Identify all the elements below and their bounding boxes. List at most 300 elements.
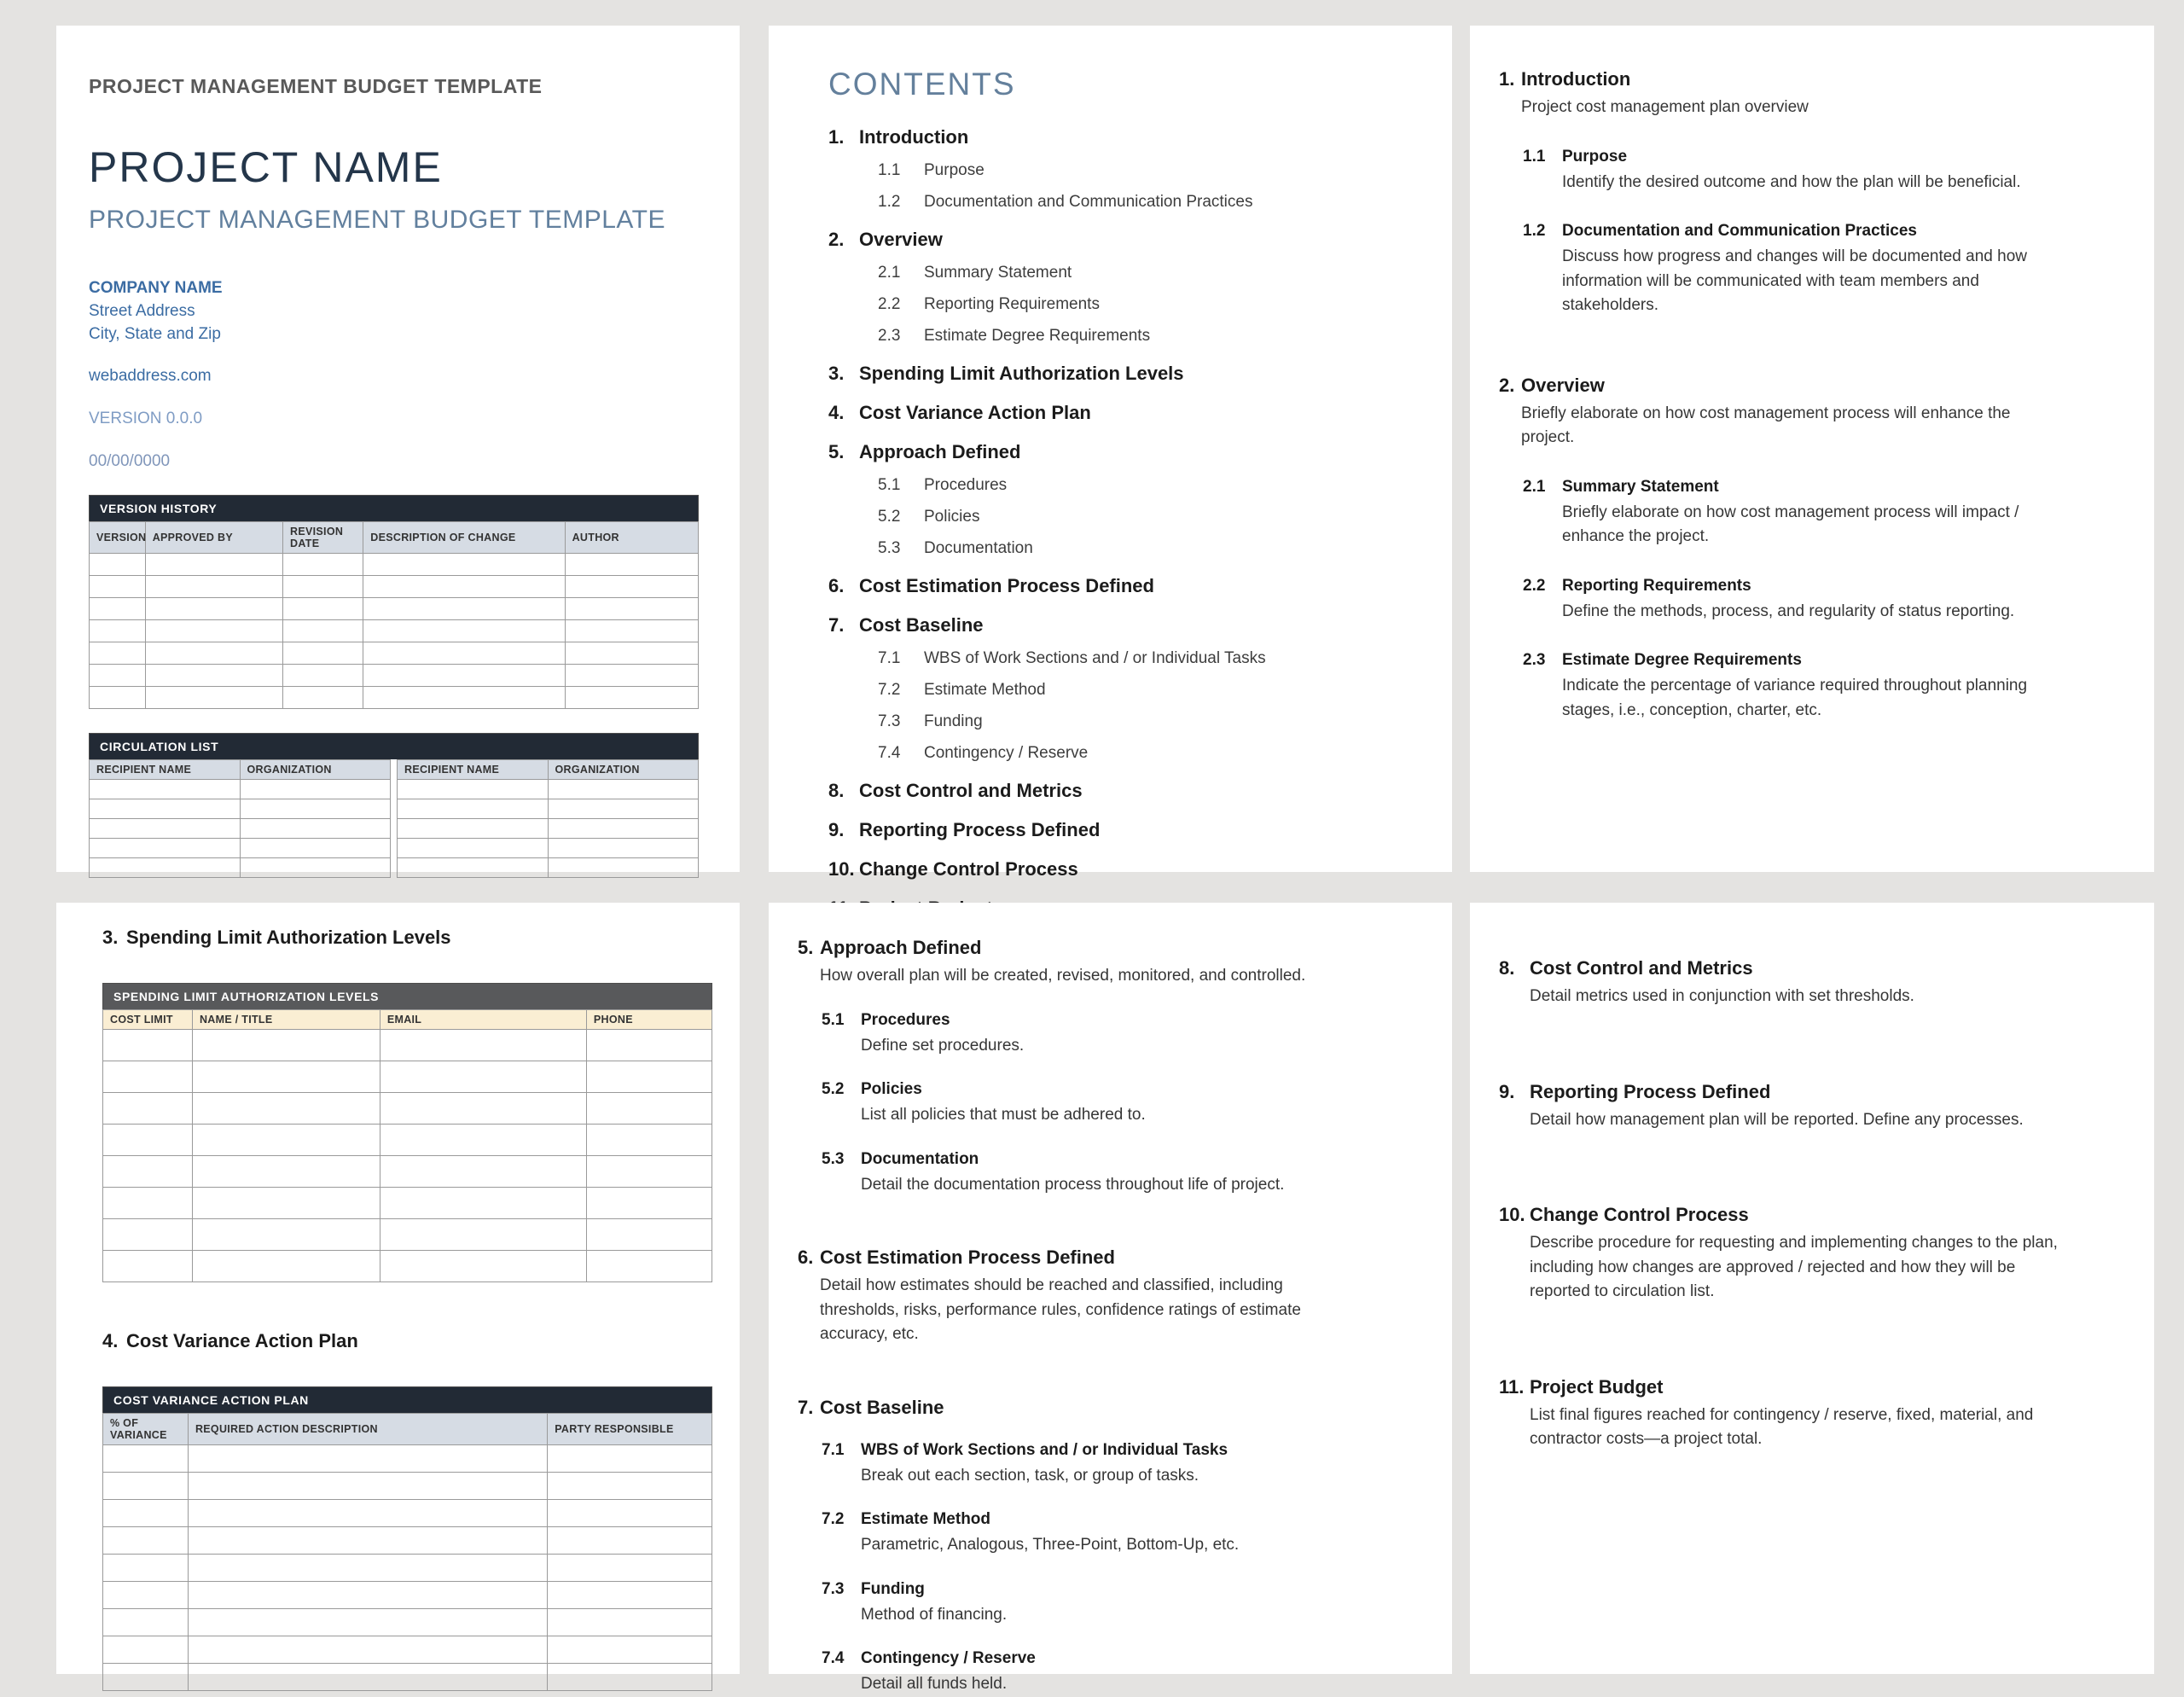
toc-item-number: 9. bbox=[828, 819, 845, 840]
toc-subitem-number: 5.1 bbox=[878, 476, 901, 494]
table-row bbox=[90, 818, 391, 838]
table-cell[interactable] bbox=[90, 619, 146, 642]
table-cell[interactable] bbox=[145, 686, 282, 708]
section-description: Project cost management plan overview bbox=[1521, 98, 1809, 116]
table-cell[interactable] bbox=[548, 1555, 712, 1582]
section-heading bbox=[1499, 1376, 2106, 1398]
subsection-2-2 bbox=[1523, 577, 2106, 625]
table-cell[interactable] bbox=[145, 642, 282, 664]
subsection-number: 1.2 bbox=[1523, 222, 1546, 240]
table-cell[interactable] bbox=[565, 619, 698, 642]
toc-subitem bbox=[878, 161, 1411, 180]
table-header-row bbox=[103, 1010, 712, 1030]
toc-subitem-number: 5.3 bbox=[878, 539, 901, 557]
column-header: % OF VARIANCE bbox=[103, 1414, 189, 1445]
table-cell[interactable] bbox=[103, 1636, 189, 1664]
column-header: AUTHOR bbox=[565, 521, 698, 553]
table-row bbox=[398, 799, 699, 818]
column-header: NAME / TITLE bbox=[192, 1010, 380, 1030]
toc-item-number: 2. bbox=[828, 229, 845, 250]
subsection-number: 2.2 bbox=[1523, 576, 1546, 595]
subsection-5-2 bbox=[822, 1080, 1404, 1128]
table-cell[interactable] bbox=[565, 686, 698, 708]
subsection-body bbox=[861, 1011, 1404, 1059]
subsection-description: Identify the desired outcome and how the plan will be beneficial. bbox=[1562, 172, 2021, 191]
subsection-2-3 bbox=[1523, 651, 2106, 723]
table-cell[interactable] bbox=[548, 818, 699, 838]
contents-page bbox=[769, 26, 1452, 880]
table-cell[interactable] bbox=[103, 1030, 193, 1061]
section-6 bbox=[798, 1247, 1404, 1347]
subsection-title: Funding bbox=[861, 1579, 925, 1598]
toc-subitem-label: Procedures bbox=[924, 476, 1008, 494]
toc-item bbox=[828, 441, 1411, 463]
table-cell[interactable] bbox=[192, 1156, 380, 1188]
subsection-body bbox=[1562, 478, 2106, 549]
section-1 bbox=[1499, 68, 2106, 318]
section-heading bbox=[798, 937, 1404, 959]
table-header-row bbox=[398, 759, 699, 779]
section-8 bbox=[1499, 957, 2106, 1009]
section-heading bbox=[1499, 68, 2106, 90]
toc-item bbox=[828, 858, 1411, 880]
table-cell[interactable] bbox=[548, 1609, 712, 1636]
table-cell[interactable] bbox=[103, 1527, 189, 1555]
table-cell[interactable] bbox=[363, 575, 565, 597]
table-cell[interactable] bbox=[363, 686, 565, 708]
toc-item-label: Introduction bbox=[859, 126, 969, 148]
table-row bbox=[90, 686, 699, 708]
table-row bbox=[103, 1500, 712, 1527]
table-row bbox=[103, 1582, 712, 1609]
subsection-2-1 bbox=[1523, 478, 2106, 549]
table-cell[interactable] bbox=[380, 1219, 586, 1251]
section-11 bbox=[1499, 1376, 2106, 1452]
section-5 bbox=[798, 937, 1404, 1197]
subsection-body bbox=[861, 1150, 1404, 1198]
toc-item-label: Cost Estimation Process Defined bbox=[859, 575, 1154, 596]
section-description: How overall plan will be created, revised, monitored, and controlled. bbox=[820, 967, 1306, 985]
toc-subitem-label: Reporting Requirements bbox=[924, 295, 1100, 313]
column-header: DESCRIPTION OF CHANGE bbox=[363, 521, 565, 553]
subsection-number: 2.1 bbox=[1523, 477, 1546, 496]
toc-item-label: Cost Control and Metrics bbox=[859, 780, 1083, 801]
street-address: Street Address bbox=[89, 301, 195, 320]
toc-subitem-label: Documentation bbox=[924, 539, 1033, 557]
table-cell[interactable] bbox=[90, 799, 241, 818]
subsection-title: Reporting Requirements bbox=[1562, 576, 1751, 595]
table-cell[interactable] bbox=[103, 1582, 189, 1609]
subsection-description: Detail the documentation process throughout life of project. bbox=[861, 1175, 1285, 1194]
toc-subitem-label: Documentation and Communication Practices bbox=[924, 193, 1253, 211]
subsection-title: Estimate Method bbox=[861, 1510, 991, 1528]
table-cell[interactable] bbox=[283, 575, 363, 597]
table-cell[interactable] bbox=[565, 642, 698, 664]
city-state-zip: City, State and Zip bbox=[89, 324, 221, 343]
subsection-number: 1.1 bbox=[1523, 147, 1546, 166]
subsection-title: Documentation and Communication Practices bbox=[1562, 222, 1917, 240]
table-row bbox=[103, 1609, 712, 1636]
subsection-body bbox=[1562, 222, 2106, 318]
table-cell[interactable] bbox=[363, 642, 565, 664]
toc-subitem bbox=[878, 539, 1411, 558]
table-cell[interactable] bbox=[103, 1473, 189, 1500]
toc-subitem bbox=[878, 264, 1411, 282]
table-cell[interactable] bbox=[380, 1188, 586, 1219]
toc-subitem bbox=[878, 712, 1411, 731]
table-cell[interactable] bbox=[145, 664, 282, 686]
table-cell[interactable] bbox=[90, 642, 146, 664]
table-cell[interactable] bbox=[90, 857, 241, 877]
table-cell[interactable] bbox=[145, 597, 282, 619]
table-cell[interactable] bbox=[548, 1664, 712, 1691]
table-cell[interactable] bbox=[192, 1219, 380, 1251]
table-cell[interactable] bbox=[240, 857, 391, 877]
table-cell[interactable] bbox=[380, 1061, 586, 1093]
circulation-list-table bbox=[89, 733, 699, 878]
table-cell[interactable] bbox=[90, 838, 241, 857]
table-cell[interactable] bbox=[283, 619, 363, 642]
table-cell[interactable] bbox=[188, 1527, 547, 1555]
table-cell[interactable] bbox=[103, 1125, 193, 1156]
toc-item-number: 8. bbox=[828, 780, 845, 801]
cost-variance-table bbox=[102, 1386, 712, 1691]
table-cell[interactable] bbox=[192, 1125, 380, 1156]
subsection-description: Detail all funds held. bbox=[861, 1675, 1008, 1693]
table-cell[interactable] bbox=[103, 1500, 189, 1527]
table-cell[interactable] bbox=[586, 1030, 712, 1061]
section-title: Reporting Process Defined bbox=[1530, 1080, 1771, 1102]
section-description: Detail how estimates should be reached and classified, including thresholds, risks, performance rules, confidence ratings of estimate accuracy, etc. bbox=[820, 1276, 1301, 1343]
section-2 bbox=[1499, 375, 2106, 724]
subsection-body bbox=[1562, 148, 2106, 195]
toc-subitem-label: Summary Statement bbox=[924, 264, 1072, 282]
table-cell[interactable] bbox=[548, 1582, 712, 1609]
table-cell[interactable] bbox=[565, 597, 698, 619]
table-cell[interactable] bbox=[380, 1125, 586, 1156]
table-cell[interactable] bbox=[103, 1219, 193, 1251]
subsection-title: WBS of Work Sections and / or Individual Tasks bbox=[861, 1440, 1228, 1459]
subsection-7-3 bbox=[822, 1580, 1404, 1628]
table-cell[interactable] bbox=[283, 642, 363, 664]
table-cell[interactable] bbox=[565, 553, 698, 575]
sections-3-4-page bbox=[56, 903, 740, 1674]
table-cell[interactable] bbox=[145, 619, 282, 642]
table-cell[interactable] bbox=[103, 1061, 193, 1093]
toc-subitem-number: 7.4 bbox=[878, 744, 901, 762]
table-cell[interactable] bbox=[103, 1093, 193, 1125]
toc-subitem bbox=[878, 193, 1411, 212]
toc-subitem-number: 1.1 bbox=[878, 161, 901, 179]
subsection-7-4 bbox=[822, 1649, 1404, 1697]
table-cell[interactable] bbox=[363, 597, 565, 619]
toc-item-number: 10. bbox=[828, 858, 855, 880]
subsection-body bbox=[861, 1441, 1404, 1489]
table-cell[interactable] bbox=[103, 1188, 193, 1219]
toc-item-label: Approach Defined bbox=[859, 441, 1021, 462]
toc-item-number: 3. bbox=[828, 363, 845, 384]
table-row bbox=[103, 1445, 712, 1473]
table-cell[interactable] bbox=[103, 1156, 193, 1188]
column-header: REQUIRED ACTION DESCRIPTION bbox=[188, 1414, 547, 1445]
subsection-title: Procedures bbox=[861, 1010, 950, 1029]
table-cell[interactable] bbox=[398, 818, 549, 838]
document-kicker: PROJECT MANAGEMENT BUDGET TEMPLATE bbox=[89, 75, 543, 97]
toc-subitem-number: 2.3 bbox=[878, 327, 901, 345]
subsection-number: 7.4 bbox=[822, 1649, 845, 1667]
table-cell[interactable] bbox=[548, 1473, 712, 1500]
table-cell[interactable] bbox=[90, 686, 146, 708]
toc-item-number: 5. bbox=[828, 441, 845, 462]
toc-item bbox=[828, 780, 1411, 802]
section-heading bbox=[798, 1247, 1404, 1269]
toc-item bbox=[828, 363, 1411, 385]
table-row bbox=[103, 1156, 712, 1188]
toc-item bbox=[828, 126, 1411, 148]
company-block bbox=[89, 277, 699, 346]
table-row bbox=[90, 553, 699, 575]
toc-subitem-label: Estimate Degree Requirements bbox=[924, 327, 1151, 345]
section-number: 4. bbox=[102, 1330, 119, 1351]
section-4-heading bbox=[102, 1330, 712, 1352]
table-cell[interactable] bbox=[380, 1093, 586, 1125]
table-cell[interactable] bbox=[240, 838, 391, 857]
table-cell[interactable] bbox=[283, 686, 363, 708]
section-number: 6. bbox=[798, 1247, 814, 1268]
section-heading bbox=[1499, 957, 2106, 979]
table-cell[interactable] bbox=[188, 1445, 547, 1473]
section-number: 5. bbox=[798, 937, 814, 958]
table-cell[interactable] bbox=[240, 779, 391, 799]
column-header: RECIPIENT NAME bbox=[398, 759, 549, 779]
version-history-table bbox=[89, 495, 699, 709]
table-cell[interactable] bbox=[103, 1609, 189, 1636]
table-cell[interactable] bbox=[240, 799, 391, 818]
toc-subitem bbox=[878, 295, 1411, 314]
section-number: 8. bbox=[1499, 957, 1515, 979]
table-cell[interactable] bbox=[188, 1500, 547, 1527]
subsection-body bbox=[1562, 577, 2106, 625]
table-row bbox=[103, 1251, 712, 1282]
table-cell[interactable] bbox=[90, 553, 146, 575]
table-cell[interactable] bbox=[363, 619, 565, 642]
table-cell[interactable] bbox=[188, 1636, 547, 1664]
table-cell[interactable] bbox=[586, 1093, 712, 1125]
toc-subitem-number: 2.1 bbox=[878, 264, 901, 282]
toc-subitem-label: Policies bbox=[924, 508, 980, 526]
table-cell[interactable] bbox=[398, 857, 549, 877]
table-cell[interactable] bbox=[90, 779, 241, 799]
table-cell[interactable] bbox=[548, 1527, 712, 1555]
table-row bbox=[90, 799, 391, 818]
subsection-body bbox=[1562, 651, 2106, 723]
table-cell[interactable] bbox=[380, 1030, 586, 1061]
table-cell[interactable] bbox=[103, 1664, 189, 1691]
table-cell[interactable] bbox=[145, 553, 282, 575]
table-cell[interactable] bbox=[192, 1093, 380, 1125]
subsection-7-1 bbox=[822, 1441, 1404, 1489]
table-cell[interactable] bbox=[586, 1219, 712, 1251]
spending-limit-grid bbox=[102, 1009, 712, 1282]
table-row bbox=[90, 779, 391, 799]
toc-subitem-label: Purpose bbox=[924, 161, 985, 179]
subsection-title: Summary Statement bbox=[1562, 477, 1719, 496]
table-row bbox=[398, 857, 699, 877]
toc-item bbox=[828, 402, 1411, 424]
toc-subitem-label: Estimate Method bbox=[924, 681, 1046, 699]
project-name-title: PROJECT NAME bbox=[89, 143, 443, 191]
table-cell[interactable] bbox=[188, 1582, 547, 1609]
table-cell[interactable] bbox=[363, 664, 565, 686]
subsection-description: Indicate the percentage of variance required throughout planning stages, i.e., conception, charter, etc. bbox=[1562, 677, 2028, 719]
version-history-grid bbox=[89, 521, 699, 709]
subsection-5-3 bbox=[822, 1150, 1404, 1198]
subsection-title: Purpose bbox=[1562, 147, 1628, 166]
section-title: Cost Baseline bbox=[820, 1396, 944, 1418]
toc-item-label: Cost Baseline bbox=[859, 614, 984, 636]
toc-subitem-label: WBS of Work Sections and / or Individual Tasks bbox=[924, 649, 1266, 667]
table-cell[interactable] bbox=[103, 1251, 193, 1282]
section-number: 1. bbox=[1499, 68, 1515, 90]
section-heading bbox=[1499, 375, 2106, 397]
subsection-5-1 bbox=[822, 1011, 1404, 1059]
table-cell[interactable] bbox=[586, 1251, 712, 1282]
table-cell[interactable] bbox=[283, 597, 363, 619]
section-description: List final figures reached for contingency / reserve, fixed, material, and contractor costs—a project total. bbox=[1530, 1405, 2034, 1448]
table-cell[interactable] bbox=[192, 1030, 380, 1061]
table-cell[interactable] bbox=[188, 1555, 547, 1582]
table-cell[interactable] bbox=[548, 1636, 712, 1664]
circulation-list-slot bbox=[89, 733, 699, 878]
table-row bbox=[103, 1555, 712, 1582]
table-cell[interactable] bbox=[363, 553, 565, 575]
table-row bbox=[90, 838, 391, 857]
circulation-list-grid bbox=[89, 759, 391, 878]
section-title: Spending Limit Authorization Levels bbox=[126, 927, 451, 948]
table-cell[interactable] bbox=[548, 799, 699, 818]
company-name: COMPANY NAME bbox=[89, 279, 223, 297]
subsection-number: 5.3 bbox=[822, 1149, 845, 1168]
table-row bbox=[103, 1636, 712, 1664]
table-cell[interactable] bbox=[380, 1156, 586, 1188]
table-row bbox=[398, 779, 699, 799]
column-header: PARTY RESPONSIBLE bbox=[548, 1414, 712, 1445]
section-number: 10. bbox=[1499, 1204, 1525, 1225]
section-7 bbox=[798, 1397, 1404, 1697]
table-cell[interactable] bbox=[586, 1156, 712, 1188]
table-cell[interactable] bbox=[548, 1445, 712, 1473]
subsection-number: 7.3 bbox=[822, 1579, 845, 1598]
column-header: ORGANIZATION bbox=[240, 759, 391, 779]
spending-limit-slot bbox=[102, 983, 712, 1282]
table-cell[interactable] bbox=[548, 1500, 712, 1527]
table-cell[interactable] bbox=[192, 1061, 380, 1093]
subsection-number: 5.1 bbox=[822, 1010, 845, 1029]
table-cell[interactable] bbox=[90, 818, 241, 838]
table-cell[interactable] bbox=[90, 664, 146, 686]
toc-subitem bbox=[878, 327, 1411, 346]
table-cell[interactable] bbox=[398, 779, 549, 799]
table-cell[interactable] bbox=[548, 857, 699, 877]
section-number: 11. bbox=[1499, 1375, 1525, 1398]
table-cell[interactable] bbox=[90, 575, 146, 597]
subsection-body bbox=[861, 1649, 1404, 1697]
table-cell[interactable] bbox=[90, 597, 146, 619]
table-cell[interactable] bbox=[398, 838, 549, 857]
toc-item bbox=[828, 819, 1411, 841]
subsection-description: Define set procedures. bbox=[861, 1036, 1025, 1055]
table-cell[interactable] bbox=[586, 1125, 712, 1156]
table-cell[interactable] bbox=[192, 1251, 380, 1282]
table-row bbox=[398, 818, 699, 838]
section-heading bbox=[798, 1397, 1404, 1419]
table-cell[interactable] bbox=[103, 1445, 189, 1473]
cost-variance-slot bbox=[102, 1386, 712, 1691]
table-row bbox=[103, 1125, 712, 1156]
table-cell[interactable] bbox=[548, 779, 699, 799]
column-header: VERSION bbox=[90, 521, 146, 553]
circulation-list-table-title: CIRCULATION LIST bbox=[89, 733, 699, 759]
table-cell[interactable] bbox=[188, 1473, 547, 1500]
table-row bbox=[103, 1219, 712, 1251]
table-cell[interactable] bbox=[188, 1609, 547, 1636]
table-cell[interactable] bbox=[192, 1188, 380, 1219]
table-row bbox=[90, 597, 699, 619]
subsection-7-2 bbox=[822, 1510, 1404, 1558]
table-cell[interactable] bbox=[565, 575, 698, 597]
section-heading bbox=[1499, 1081, 2106, 1103]
table-cell[interactable] bbox=[586, 1188, 712, 1219]
column-header: REVISION DATE bbox=[283, 521, 363, 553]
table-row bbox=[90, 619, 699, 642]
toc-subitem-number: 7.1 bbox=[878, 649, 901, 667]
section-title: Cost Variance Action Plan bbox=[126, 1330, 358, 1351]
table-cell[interactable] bbox=[188, 1664, 547, 1691]
web-address: webaddress.com bbox=[89, 366, 212, 385]
table-row bbox=[103, 1030, 712, 1061]
subsection-number: 7.1 bbox=[822, 1440, 845, 1459]
column-header: PHONE bbox=[586, 1010, 712, 1030]
table-row bbox=[90, 857, 391, 877]
table-cell[interactable] bbox=[565, 664, 698, 686]
toc-subitem bbox=[878, 681, 1411, 700]
table-cell[interactable] bbox=[103, 1555, 189, 1582]
subsection-body bbox=[861, 1510, 1404, 1558]
subsection-description: Define the methods, process, and regularity of status reporting. bbox=[1562, 602, 2015, 620]
section-3-heading bbox=[102, 927, 712, 949]
toc-subitem-number: 2.2 bbox=[878, 295, 901, 313]
table-cell[interactable] bbox=[240, 818, 391, 838]
toc-item-number: 6. bbox=[828, 575, 845, 596]
subsection-description: List all policies that must be adhered to. bbox=[861, 1106, 1146, 1124]
subsection-number: 2.3 bbox=[1523, 651, 1546, 669]
toc-subitem bbox=[878, 744, 1411, 763]
table-cell[interactable] bbox=[398, 799, 549, 818]
table-cell[interactable] bbox=[145, 575, 282, 597]
subsection-body bbox=[861, 1580, 1404, 1628]
table-cell[interactable] bbox=[380, 1251, 586, 1282]
table-cell[interactable] bbox=[586, 1061, 712, 1093]
section-10 bbox=[1499, 1204, 2106, 1305]
table-row bbox=[103, 1473, 712, 1500]
table-cell[interactable] bbox=[283, 553, 363, 575]
table-cell[interactable] bbox=[283, 664, 363, 686]
table-cell[interactable] bbox=[548, 838, 699, 857]
version-history-table-title: VERSION HISTORY bbox=[89, 495, 699, 521]
cover-subtitle: PROJECT MANAGEMENT BUDGET TEMPLATE bbox=[89, 206, 666, 234]
table-header-row bbox=[90, 759, 391, 779]
toc-subitem bbox=[878, 508, 1411, 526]
